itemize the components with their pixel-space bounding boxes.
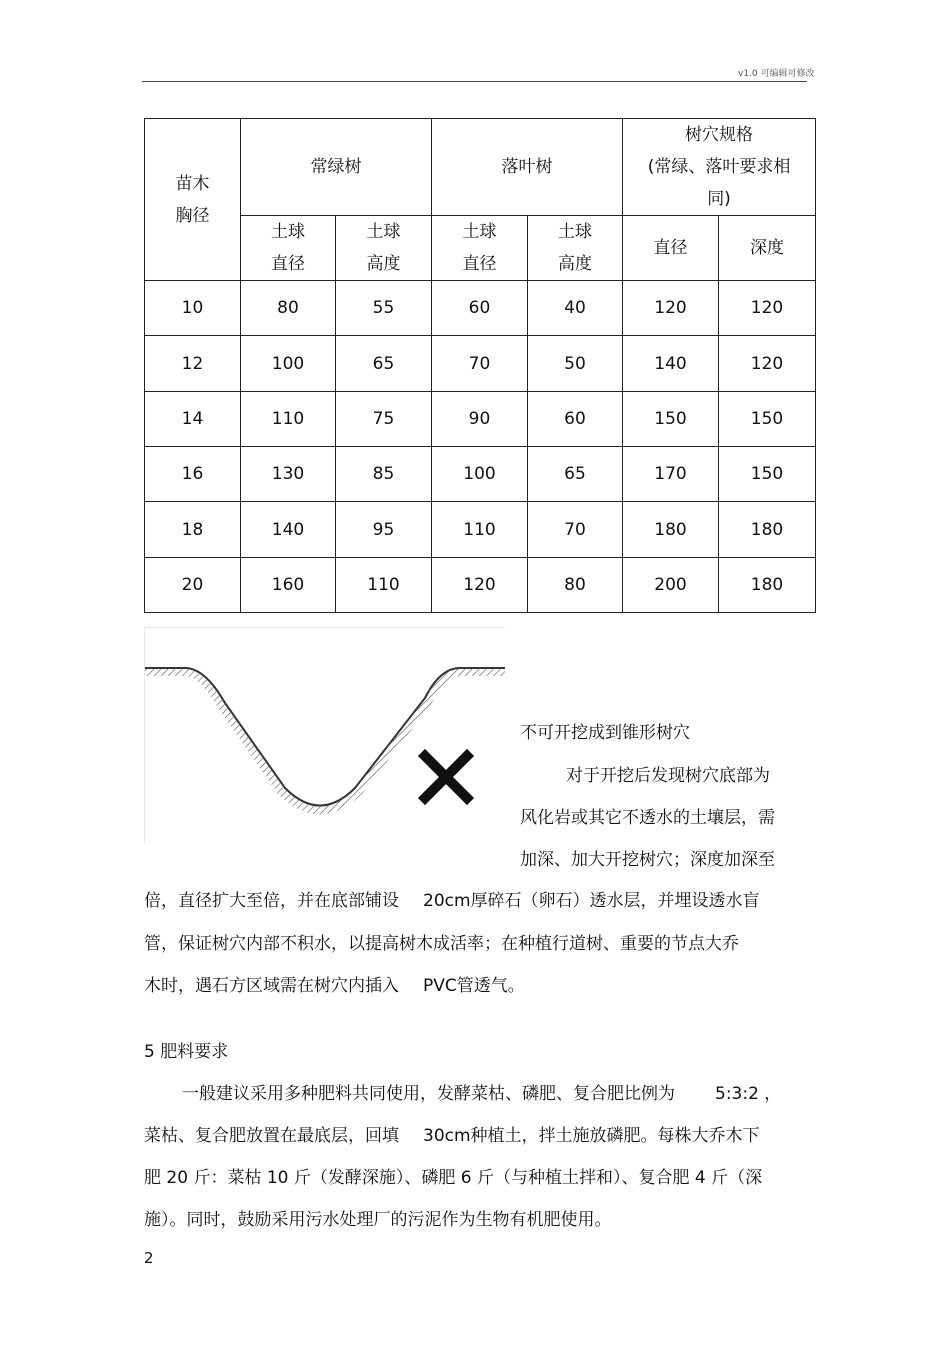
table-cell: 95 [336,502,432,558]
cross-icon [425,756,467,798]
table-row [145,447,816,502]
header-deciduous: 落叶树 [432,119,623,216]
table-cell: 150 [719,447,816,502]
table-cell: 16 [145,447,241,502]
table-cell: 65 [336,336,432,392]
table-row [145,558,816,613]
table-cell: 20 [145,558,241,613]
table-cell: 140 [623,336,719,392]
table-cell: 85 [336,447,432,502]
section-title: 5 肥料要求 [144,1042,229,1062]
table-cell: 65 [528,447,623,502]
paragraph-line: 木时，遇石方区域需在树穴内插入 PVC管透气。 [144,976,525,996]
table-cell: 14 [145,392,241,447]
table-cell: 12 [145,336,241,392]
table-cell: 80 [528,558,623,613]
subheader-evergreen-ball-height: 土球 高度 [336,216,432,281]
paragraph-line: 一般建议采用多种肥料共同使用，发酵菜枯、磷肥、复合肥比例为 5:3:2 ， [182,1084,782,1104]
table-cell: 80 [241,281,336,336]
table-cell: 10 [145,281,241,336]
cone-pit-illustration [144,627,505,844]
table-cell: 70 [528,502,623,558]
table-row [145,281,816,336]
seedling-spec-table [144,118,816,613]
page-number: 2 [144,1249,154,1267]
table-row [145,392,816,447]
table-row [145,502,816,558]
header-divider [142,81,807,82]
table-cell: 50 [528,336,623,392]
table-cell: 70 [432,336,528,392]
paragraph-line: 肥 20 斤：菜枯 10 斤（发酵深施）、磷肥 6 斤（与种植土拌和）、复合肥 4 斤（深 [144,1168,763,1188]
table-cell: 160 [241,558,336,613]
table-cell: 180 [623,502,719,558]
table-cell: 110 [336,558,432,613]
soil-hatching [145,668,505,815]
paragraph-line: 加深、加大开挖树穴；深度加深至 [520,850,775,870]
header-version-tag: v1.0 可编辑可修改 [738,69,815,79]
table-cell: 60 [528,392,623,447]
table-cell: 40 [528,281,623,336]
subheader-deciduous-ball-diameter: 土球 直径 [432,216,528,281]
table-cell: 170 [623,447,719,502]
subheader-evergreen-ball-diameter: 土球 直径 [241,216,336,281]
table-cell: 180 [719,558,816,613]
paragraph-line: 倍，直径扩大至倍，并在底部铺设 20cm厚碎石（卵石）透水层，并埋设透水盲 [144,891,760,911]
table-cell: 140 [241,502,336,558]
subheader-pit-depth: 深度 [719,216,816,281]
table-cell: 150 [623,392,719,447]
paragraph-line: 菜枯、复合肥放置在最底层，回填 30cm种植土，拌土施放磷肥。每株大乔木下 [144,1126,760,1146]
table-cell: 75 [336,392,432,447]
table-cell: 110 [432,502,528,558]
table-cell: 100 [432,447,528,502]
table-cell: 18 [145,502,241,558]
subheader-pit-diameter: 直径 [623,216,719,281]
table-cell: 150 [719,392,816,447]
paragraph-line: 管，保证树穴内部不积水，以提高树木成活率；在种植行道树、重要的节点大乔 [144,934,739,954]
table-cell: 120 [719,281,816,336]
table-cell: 55 [336,281,432,336]
header-evergreen: 常绿树 [241,119,432,216]
subheader-deciduous-ball-height: 土球 高度 [528,216,623,281]
table-cell: 110 [241,392,336,447]
figure-caption: 不可开挖成到锥形树穴 [520,723,690,743]
table-cell: 200 [623,558,719,613]
table-row [145,336,816,392]
paragraph-line: 施）。同时，鼓励采用污水处理厂的污泥作为生物有机肥使用。 [144,1210,612,1230]
table-cell: 60 [432,281,528,336]
table-cell: 90 [432,392,528,447]
header-seedling-diameter: 苗木 胸径 [145,119,241,281]
paragraph-line: 对于开挖后发现树穴底部为 [566,766,770,786]
paragraph-line: 风化岩或其它不透水的土壤层，需 [520,808,775,828]
table-cell: 120 [623,281,719,336]
table-cell: 130 [241,447,336,502]
table-cell: 120 [719,336,816,392]
table-cell: 120 [432,558,528,613]
pit-profile-drawing [145,628,505,844]
table-cell: 180 [719,502,816,558]
table-cell: 100 [241,336,336,392]
header-pit-spec: 树穴规格 (常绿、落叶要求相 同) [623,119,816,216]
